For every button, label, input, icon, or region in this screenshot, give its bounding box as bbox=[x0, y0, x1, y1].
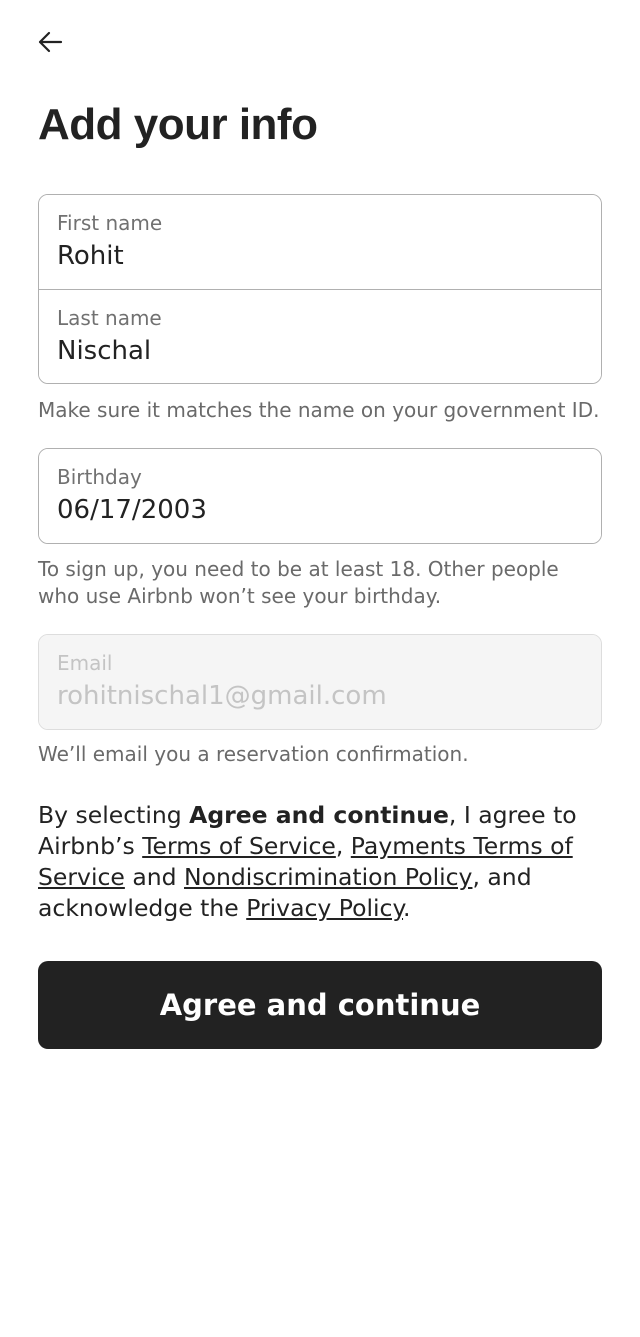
agreement-sep2: and bbox=[124, 863, 185, 891]
birthday-hint: To sign up, you need to be at least 18. Other people who use Airbnb won’t see your birthday. bbox=[38, 557, 559, 608]
email-field bbox=[39, 635, 601, 729]
agreement-sep1: , bbox=[335, 832, 351, 860]
first-name-field[interactable] bbox=[39, 195, 601, 289]
name-field-group bbox=[38, 194, 602, 384]
last-name-label: Last name bbox=[57, 306, 162, 330]
email-field-group bbox=[38, 634, 602, 730]
email-input bbox=[57, 681, 583, 711]
page-title: Add your info bbox=[38, 100, 318, 149]
agreement-sep3: , and acknowledge the bbox=[38, 863, 532, 922]
birthday-field[interactable] bbox=[39, 449, 601, 543]
payments-terms-link[interactable]: Payments Terms of Service bbox=[38, 832, 573, 891]
last-name-field[interactable] bbox=[39, 289, 601, 383]
arrow-left-icon bbox=[37, 29, 63, 59]
birthday-label: Birthday bbox=[57, 465, 142, 489]
nondiscrimination-policy-link[interactable]: Nondiscrimination Policy bbox=[184, 863, 473, 891]
back-button[interactable] bbox=[30, 24, 70, 64]
last-name-input[interactable] bbox=[57, 336, 583, 366]
email-hint: We’ll email you a reservation confirmation. bbox=[38, 742, 469, 766]
agreement-bold: Agree and continue bbox=[189, 801, 449, 829]
privacy-policy-link[interactable]: Privacy Policy bbox=[246, 894, 404, 922]
email-label: Email bbox=[57, 651, 113, 675]
agreement-middle: , I agree to Airbnb’s bbox=[38, 801, 577, 860]
name-hint: Make sure it matches the name on your government ID. bbox=[38, 398, 600, 422]
birthday-input[interactable] bbox=[57, 495, 583, 525]
terms-of-service-link[interactable]: Terms of Service bbox=[142, 832, 336, 860]
agreement-text bbox=[38, 800, 608, 924]
first-name-input[interactable] bbox=[57, 241, 583, 271]
agreement-suffix: . bbox=[403, 894, 411, 922]
agreement-prefix: By selecting bbox=[38, 801, 190, 829]
agree-and-continue-button[interactable]: Agree and continue bbox=[38, 961, 602, 1049]
first-name-label: First name bbox=[57, 211, 163, 235]
birthday-field-group bbox=[38, 448, 602, 544]
